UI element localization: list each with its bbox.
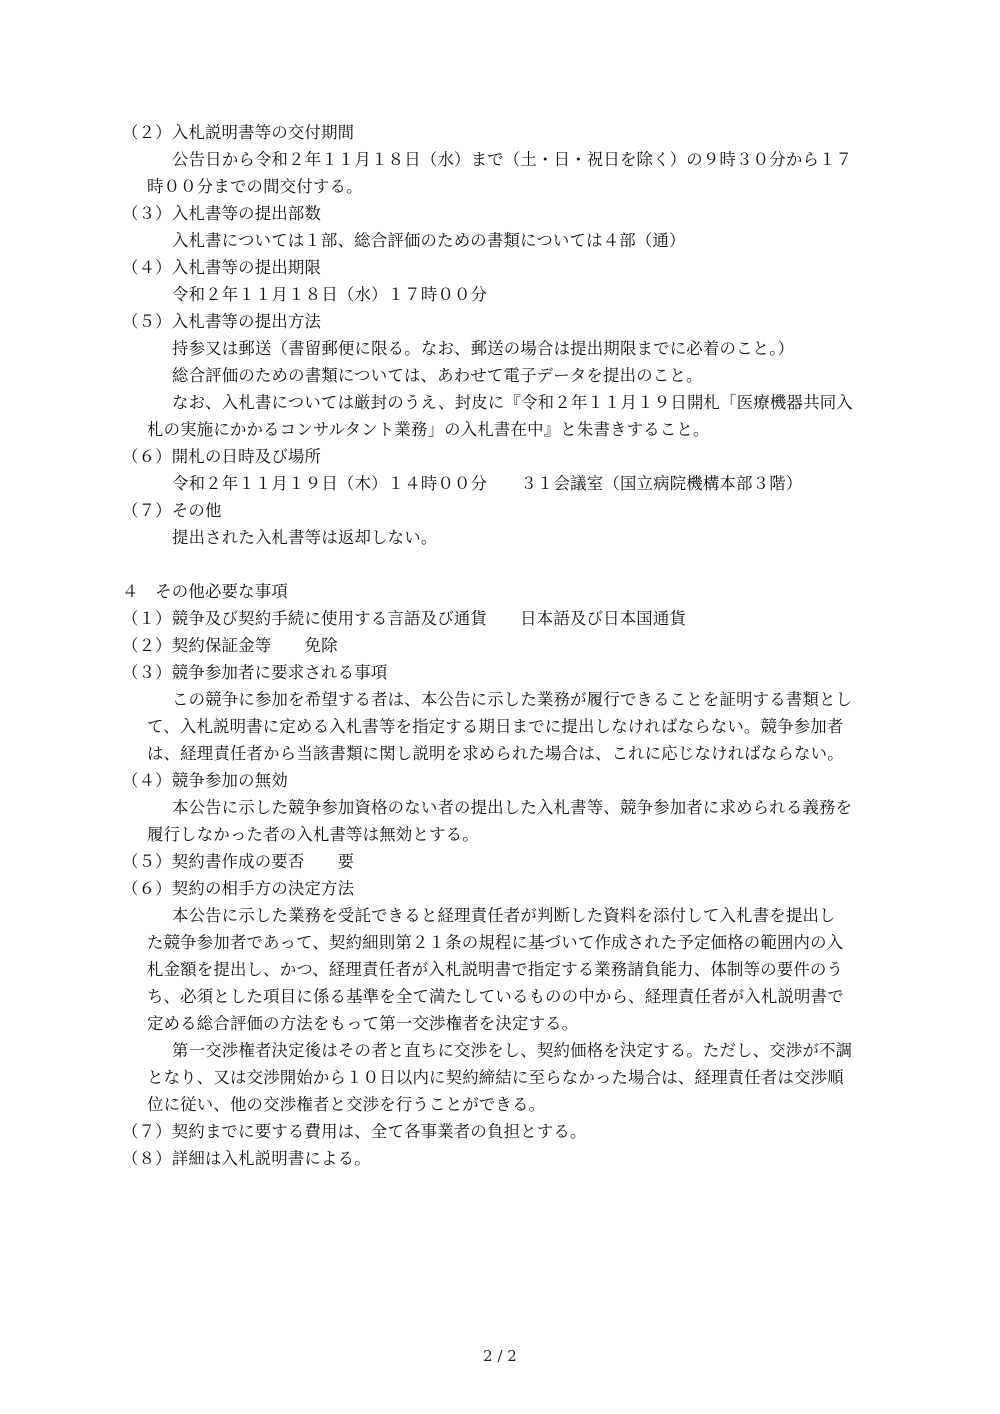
body-text: この競争に参加を希望する者は、本公告に示した業務が履行できることを証明する書類とし: [172, 690, 853, 709]
section-heading: （８）詳細は入札説明書による。: [122, 1149, 371, 1168]
section-heading: （７）契約までに要する費用は、全て各事業者の負担とする。: [122, 1122, 587, 1141]
body-text: 時００分までの間交付する。: [147, 177, 363, 196]
section-heading: （５）入札書等の提出方法: [122, 312, 322, 331]
body-text: 令和２年１１月１８日（水）１７時００分: [172, 285, 488, 304]
body-text: 入札書については１部、総合評価のための書類については４部（通）: [172, 231, 686, 250]
section-heading: （７）その他: [122, 501, 222, 520]
section-heading: （４）競争参加の無効: [122, 771, 288, 790]
body-text: 公告日から令和２年１１月１８日（水）まで（土・日・祝日を除く）の９時３０分から１７: [172, 150, 853, 169]
section-heading: （５）契約書作成の要否 要: [122, 852, 355, 871]
section-heading: （６）開札の日時及び場所: [122, 447, 322, 466]
body-text: となり、又は交渉開始から１０日以内に契約締結に至らなかった場合は、経理責任者は交渉順: [147, 1068, 844, 1087]
section-heading: （６）契約の相手方の決定方法: [122, 879, 355, 898]
body-text: 札の実施にかかるコンサルタント業務」の入札書在中』と朱書きすること。: [147, 420, 710, 439]
chapter-heading: ４ その他必要な事項: [122, 582, 288, 601]
body-text: 提出された入札書等は返却しない。: [172, 528, 438, 547]
section-heading: （２）入札説明書等の交付期間: [122, 123, 355, 142]
body-text: て、入札説明書に定める入札書等を指定する期日までに提出しなければならない。競争参加者: [147, 717, 844, 736]
body-text: 総合評価のための書類については、あわせて電子データを提出のこと。: [172, 366, 703, 385]
section-heading: （１）競争及び契約手続に使用する言語及び通貨 日本語及び日本国通貨: [122, 609, 687, 628]
body-text: ち、必須とした項目に係る基準を全て満たしているものの中から、経理責任者が入札説明書で: [147, 987, 844, 1006]
body-text: た競争参加者であって、契約細則第２１条の規程に基づいて作成された予定価格の範囲内の入: [147, 933, 844, 952]
page-number: 2 / 2: [483, 1347, 517, 1365]
body-text: 令和２年１１月１９日（木）１４時００分 ３１会議室（国立病院機構本部３階）: [172, 474, 803, 493]
body-text: 第一交渉権者決定後はその者と直ちに交渉をし、契約価格を決定する。ただし、交渉が不調: [172, 1041, 853, 1060]
body-text: は、経理責任者から当該書類に関し説明を求められた場合は、これに応じなければならない。: [147, 744, 844, 763]
body-text: 持参又は郵送（書留郵便に限る。なお、郵送の場合は提出期限までに必着のこと。）: [172, 339, 795, 358]
body-text: 本公告に示した業務を受託できると経理責任者が判断した資料を添付して入札書を提出し: [172, 906, 836, 925]
section-heading: （２）契約保証金等 免除: [122, 636, 338, 655]
body-text: 位に従い、他の交渉権者と交渉を行うことができる。: [147, 1095, 546, 1114]
body-text: 本公告に示した競争参加資格のない者の提出した入札書等、競争参加者に求められる義務を: [172, 798, 853, 817]
body-text: 定める総合評価の方法をもって第一交渉権者を決定する。: [147, 1014, 579, 1033]
section-heading: （４）入札書等の提出期限: [122, 258, 322, 277]
body-text: なお、入札書については厳封のうえ、封皮に『令和２年１１月１９日開札「医療機器共同入: [172, 393, 853, 412]
body-text: 履行しなかった者の入札書等は無効とする。: [147, 825, 479, 844]
body-text: 札金額を提出し、かつ、経理責任者が入札説明書で指定する業務請負能力、体制等の要件のう: [147, 960, 844, 979]
section-heading: （３）入札書等の提出部数: [122, 204, 322, 223]
section-heading: （３）競争参加者に要求される事項: [122, 663, 388, 682]
